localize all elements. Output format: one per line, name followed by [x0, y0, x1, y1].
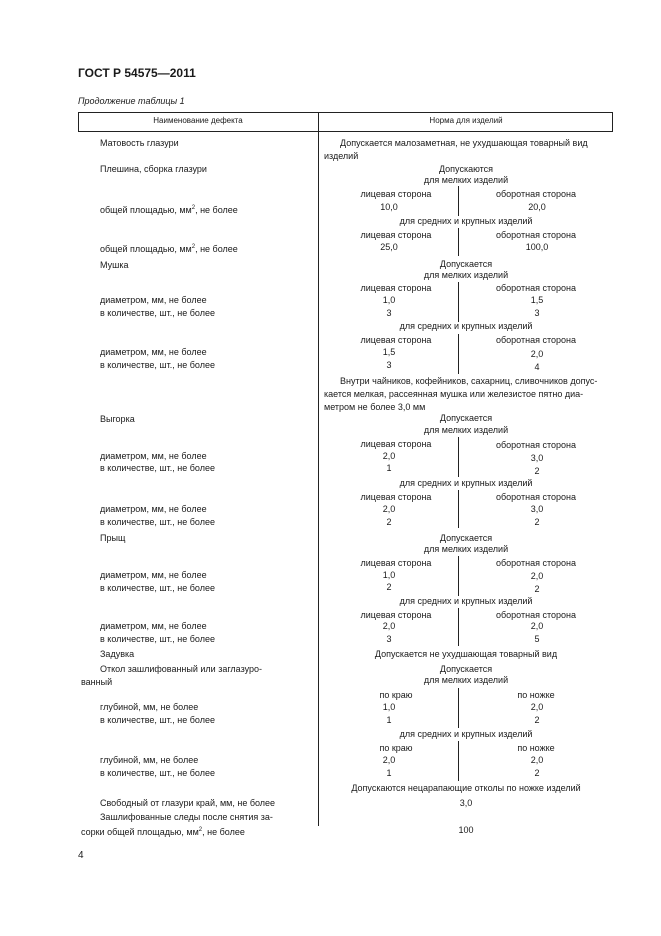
value: 2,0: [530, 349, 544, 359]
norm-blister: Допускается не ухудшающая товарный вид: [374, 649, 558, 659]
label-area: общей площадью, $мм^2$, не более: [100, 244, 238, 254]
value: 1,5: [530, 295, 544, 305]
label-quantity: в количестве, шт., не более: [100, 634, 215, 644]
label-diameter: диаметром, мм, не более: [100, 570, 207, 580]
value: 2: [386, 582, 392, 592]
norm-allowed: Допускается: [439, 664, 493, 674]
side-divider: [458, 608, 459, 646]
label-depth: глубиной, мм, не более: [100, 755, 199, 765]
side-divider: [458, 556, 459, 596]
value: 2,0: [530, 571, 544, 581]
value: 10,0: [380, 202, 398, 212]
value-ground-traces: 100: [458, 825, 474, 835]
side-divider: [458, 490, 459, 528]
norm-medium-large-items: для средних и крупных изделий: [399, 596, 533, 606]
norm-medium-large-items: для средних и крупных изделий: [399, 216, 533, 226]
norm-back-side: оборотная сторона: [496, 558, 576, 568]
value: 2,0: [530, 621, 544, 631]
label-diameter: диаметром, мм, не более: [100, 295, 207, 305]
defect-bald-spot: Плешина, сборка глазури: [100, 164, 207, 174]
defect-blister: Задувка: [100, 649, 135, 659]
value: 1,0: [382, 295, 396, 305]
norm-back-side: оборотная сторона: [496, 440, 576, 450]
defect-chip: Откол зашлифованный или заглазуро-: [100, 664, 262, 674]
norm-small-items: для мелких изделий: [423, 425, 509, 435]
norm-back-side: оборотная сторона: [496, 492, 576, 502]
norm-edge: по краю: [379, 690, 413, 700]
table-header-border: [78, 131, 613, 132]
norm-allowed: Допускается: [439, 413, 493, 423]
norm-small-items: для мелких изделий: [423, 270, 509, 280]
value: 100,0: [525, 242, 549, 252]
value: 3: [386, 308, 392, 318]
norm-medium-large-items: для средних и крупных изделий: [399, 321, 533, 331]
norm-face-side: лицевая сторона: [360, 230, 432, 240]
label-quantity: в количестве, шт., не более: [100, 715, 215, 725]
header-norm: Норма для изделий: [429, 116, 503, 125]
norm-foot-chips: Допускаются нецарапающие отколы по ножке изделий: [351, 783, 581, 793]
value: 25,0: [380, 242, 398, 252]
value: 2: [534, 584, 540, 594]
norm-foot: по ножке: [517, 743, 555, 753]
defect-chip-cont: ванный: [81, 677, 113, 687]
label-diameter: диаметром, мм, не более: [100, 504, 207, 514]
norm-face-side: лицевая сторона: [360, 439, 432, 449]
label-depth: глубиной, мм, не более: [100, 702, 199, 712]
defect-ground-traces: Зашлифованные следы после снятия за-: [100, 812, 273, 822]
norm-face-side: лицевая сторона: [360, 189, 432, 199]
label-quantity: в количестве, шт., не более: [100, 463, 215, 473]
value: 2: [534, 715, 540, 725]
side-divider: [458, 282, 459, 322]
value: 5: [534, 634, 540, 644]
defect-burnout: Выгорка: [100, 414, 135, 424]
norm-face-side: лицевая сторона: [360, 283, 432, 293]
value: 1: [386, 768, 392, 778]
label-quantity: в количестве, шт., не более: [100, 308, 215, 318]
defect-glaze-matting: Матовость глазури: [100, 138, 179, 148]
value: 1,0: [382, 570, 396, 580]
label-quantity: в количестве, шт., не более: [100, 360, 215, 370]
norm-face-side: лицевая сторона: [360, 610, 432, 620]
norm-small-items: для мелких изделий: [423, 675, 509, 685]
value: 2: [534, 768, 540, 778]
norm-back-side: оборотная сторона: [496, 283, 576, 293]
norm-medium-large-items: для средних и крупных изделий: [399, 729, 533, 739]
table-caption: Продолжение таблицы 1: [78, 96, 185, 106]
value: 3: [386, 634, 392, 644]
norm-inside-note: кается мелкая, рассеянная мушка или железистое пятно диа-: [324, 389, 584, 399]
value: 20,0: [528, 202, 546, 212]
side-divider: [458, 688, 459, 728]
value: 2,0: [382, 621, 396, 631]
value: 3,0: [530, 453, 544, 463]
norm-small-items: для мелких изделий: [423, 544, 509, 554]
side-divider: [458, 228, 459, 256]
defect-free-edge: Свободный от глазури край, мм, не более: [100, 798, 276, 808]
label-quantity: в количестве, шт., не более: [100, 583, 215, 593]
norm-face-side: лицевая сторона: [360, 558, 432, 568]
norm-small-items: для мелких изделий: [423, 175, 509, 185]
value: 2: [534, 517, 540, 527]
value: 1: [386, 463, 392, 473]
document-title: ГОСТ Р 54575—2011: [78, 66, 196, 80]
norm-text: изделий: [324, 151, 359, 161]
value: 4: [534, 362, 540, 372]
value: 1: [386, 715, 392, 725]
norm-allowed: Допускается: [439, 533, 493, 543]
norm-allowed: Допускаются: [438, 164, 494, 174]
value: 2,0: [530, 702, 544, 712]
side-divider: [458, 334, 459, 374]
label-quantity: в количестве, шт., не более: [100, 768, 215, 778]
value: 2: [534, 466, 540, 476]
norm-allowed: Допускается: [439, 259, 493, 269]
norm-back-side: оборотная сторона: [496, 230, 576, 240]
value: 1,5: [382, 347, 396, 357]
side-divider: [458, 437, 459, 477]
value: 3: [386, 360, 392, 370]
header-defect-name: Наименование дефекта: [153, 116, 243, 125]
norm-back-side: оборотная сторона: [496, 610, 576, 620]
norm-medium-large-items: для средних и крупных изделий: [399, 478, 533, 488]
norm-inside-note: метром не более 3,0 мм: [324, 402, 426, 412]
label-quantity: в количестве, шт., не более: [100, 517, 215, 527]
norm-face-side: лицевая сторона: [360, 492, 432, 502]
page-number: 4: [78, 850, 84, 861]
value: 2,0: [382, 451, 396, 461]
table-top-border: [78, 112, 613, 113]
label-diameter: диаметром, мм, не более: [100, 347, 207, 357]
norm-face-side: лицевая сторона: [360, 335, 432, 345]
defect-ground-traces-cont: сорки общей площадью, $мм^2$, не более: [81, 827, 245, 837]
norm-foot: по ножке: [517, 690, 555, 700]
value-free-edge: 3,0: [459, 798, 473, 808]
norm-inside-note: Внутри чайников, кофейников, сахарниц, сливочников допус-: [340, 376, 598, 386]
label-diameter: диаметром, мм, не более: [100, 621, 207, 631]
value: 3: [534, 308, 540, 318]
label-area: общей площадью, $мм^2$, не более: [100, 205, 238, 215]
value: 1,0: [382, 702, 396, 712]
norm-edge: по краю: [379, 743, 413, 753]
defect-pimple: Прыщ: [100, 533, 126, 543]
side-divider: [458, 741, 459, 781]
label-diameter: диаметром, мм, не более: [100, 451, 207, 461]
defect-speck: Мушка: [100, 260, 129, 270]
value: 3,0: [530, 504, 544, 514]
norm-back-side: оборотная сторона: [496, 189, 576, 199]
value: 2,0: [382, 755, 396, 765]
value: 2,0: [530, 755, 544, 765]
value: 2: [386, 517, 392, 527]
norm-back-side: оборотная сторона: [496, 335, 576, 345]
value: 2,0: [382, 504, 396, 514]
side-divider: [458, 186, 459, 216]
defects-table: [78, 112, 613, 837]
norm-text: Допускается малозаметная, не ухудшающая товарный вид: [340, 138, 588, 148]
